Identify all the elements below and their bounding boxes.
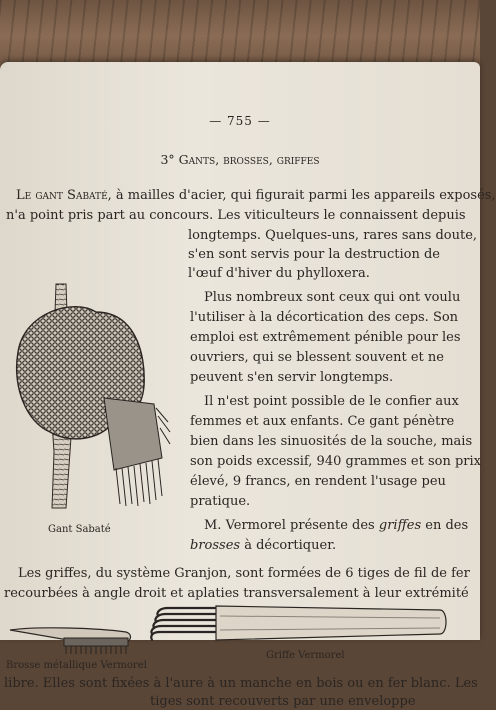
- text-line: pratique.: [190, 494, 251, 509]
- gant-sabate-illustration: [4, 282, 180, 514]
- griffe-vermorel-illustration: [150, 600, 450, 656]
- text-line: tiges sont recouverts par une enveloppe: [150, 694, 416, 709]
- text-line: ouvriers, qui se blessent souvent et ne: [190, 350, 444, 365]
- text-segment: à décortiquer.: [240, 538, 337, 553]
- text-line: s'en sont servis pour la destruction de: [188, 247, 440, 262]
- figure-caption-brosse: Brosse métallique Vermorel: [6, 660, 147, 671]
- text-line: longtemps. Quelques-uns, rares sans doute,: [188, 228, 478, 243]
- text-line: l'utiliser à la décortication des ceps. Son: [190, 310, 459, 325]
- brosse-metallique-illustration: [8, 624, 134, 658]
- figure-caption-griffe: Griffe Vermorel: [266, 650, 345, 661]
- figure-caption-gant: Gant Sabaté: [48, 524, 111, 535]
- italic-term: griffes: [378, 518, 422, 533]
- book-page: [0, 62, 496, 709]
- italic-term: brosses: [190, 538, 241, 553]
- text-line: libre. Elles sont fixées à l'aure à un manche en bois ou en fer blanc. Les: [4, 676, 478, 691]
- section-heading: 3° Gants, brosses, griffes: [160, 152, 320, 167]
- lead-term: Le gant Sabaté: [16, 188, 108, 203]
- text-line: bien dans les sinuosités de la souche, mais: [190, 434, 473, 449]
- text-line: Il n'est point possible de le confier aux: [204, 394, 459, 409]
- text-line: Plus nombreux sont ceux qui ont voulu: [204, 290, 461, 305]
- text-line: [16, 188, 496, 204]
- text-line: emploi est extrêmement pénible pour les: [190, 330, 461, 345]
- text-line: [190, 538, 336, 554]
- text-line: femmes et aux enfants. Ce gant pénètre: [190, 414, 455, 429]
- text-line: [204, 518, 468, 534]
- text-line: élevé, 9 francs, en rendent l'usage peu: [190, 474, 446, 489]
- text-segment: M. Vermorel présente des: [204, 518, 379, 533]
- text-line: n'a point pris part au concours. Les viticulteurs le connaissent depuis: [6, 208, 466, 223]
- text-line: recourbées à angle droit et aplaties transversalement à leur extrémité: [4, 586, 469, 601]
- text-line: l'œuf d'hiver du phylloxera.: [188, 266, 370, 281]
- text-line: peuvent s'en servir longtemps.: [190, 370, 394, 385]
- page-number: — 755 —: [209, 114, 271, 128]
- text-segment: en des: [421, 518, 469, 533]
- text-segment: , à mailles d'acier, qui figurait parmi les appareils exposés,: [107, 188, 496, 203]
- text-line: Les griffes, du système Granjon, sont formées de 6 tiges de fil de fer: [18, 566, 470, 581]
- text-line: son poids excessif, 940 grammes et son prix: [190, 454, 482, 469]
